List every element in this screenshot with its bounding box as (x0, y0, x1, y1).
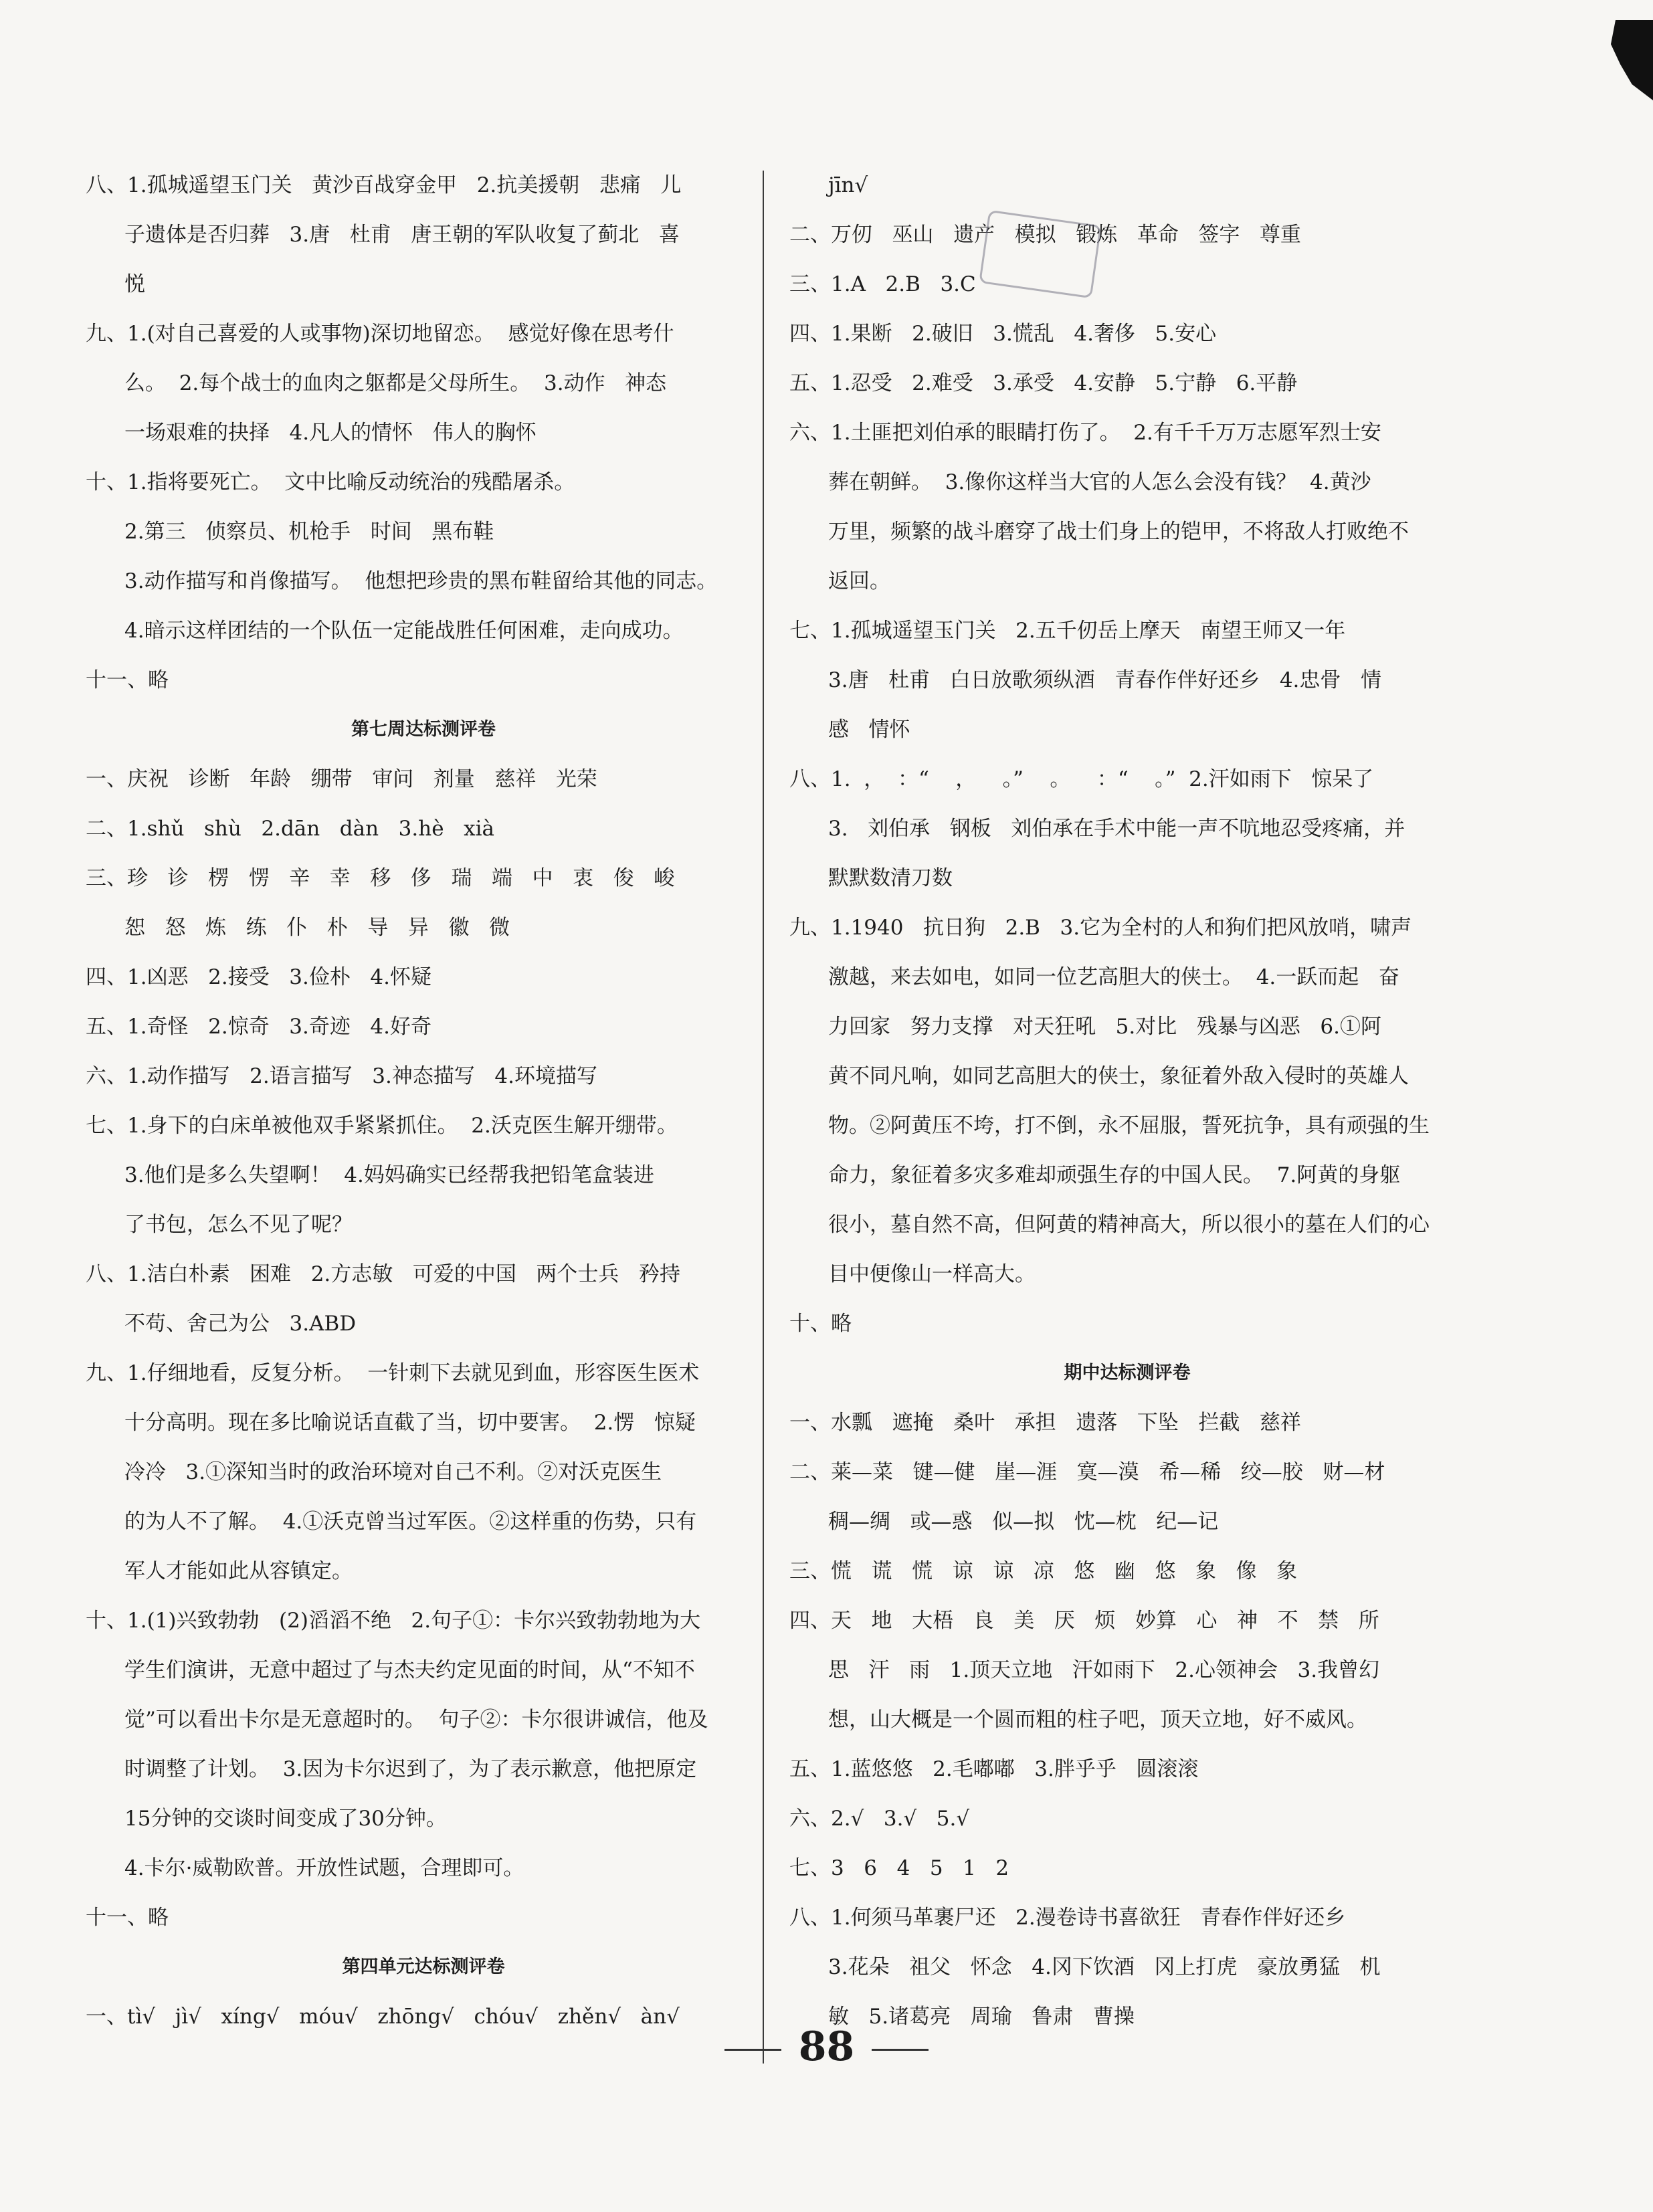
answer-line: 返回。 (828, 569, 890, 593)
answer-line: 十一、略 (86, 1906, 169, 1930)
page-footer (0, 2020, 1653, 2074)
answer-line: 感 情怀 (828, 718, 910, 742)
answer-line: 思 汗 雨 1.顶天立地 汗如雨下 2.心领神会 3.我曾幻 (828, 1658, 1380, 1682)
answer-line: 七、3 6 4 5 1 2 (789, 1856, 1009, 1880)
answer-line: 八、1. ， ：“ ， 。” 。 ：“ 。” 2.汗如雨下 惊呆了 (789, 767, 1374, 791)
answer-line: 九、1.(对自己喜爱的人或事物)深切地留恋。 感觉好像在思考什 (86, 322, 674, 346)
answer-line: 默默数清刀数 (828, 866, 953, 890)
answer-line: 物。②阿黄压不垮，打不倒，永不屈服，誓死抗争，具有顽强的生 (828, 1114, 1430, 1138)
answer-line: 么。 2.每个战士的血肉之躯都是父母所生。 3.动作 神态 (124, 371, 667, 395)
answer-line: 七、1.身下的白床单被他双手紧紧抓住。 2.沃克医生解开绷带。 (86, 1114, 678, 1138)
ink-stamp (979, 210, 1102, 299)
answer-line: 了书包，怎么不见了呢？ (124, 1213, 353, 1237)
answer-line: 黄不同凡响，如同艺高胆大的侠士，象征着外敌入侵时的英雄人 (828, 1064, 1409, 1088)
answer-line: 目中便像山一样高大。 (828, 1262, 1036, 1286)
answer-line: 五、1.蓝悠悠 2.毛嘟嘟 3.胖乎乎 圆滚滚 (789, 1757, 1199, 1781)
answer-line: 3.唐 杜甫 白日放歌须纵酒 青春作伴好还乡 4.忠骨 情 (828, 668, 1381, 692)
answer-line: 八、1.孤城遥望玉门关 黄沙百战穿金甲 2.抗美援朝 悲痛 儿 (86, 173, 682, 197)
answer-line: 十分高明。现在多比喻说话直截了当，切中要害。 2.愣 惊疑 (124, 1411, 696, 1435)
answer-line: 学生们演讲，无意中超过了与杰夫约定见面的时间，从“不知不 (124, 1658, 695, 1682)
section-title: 第七周达标测评卷 (351, 719, 496, 740)
answer-line: 4.卡尔·威勒欧普。开放性试题，合理即可。 (124, 1856, 524, 1880)
section-title: 第四单元达标测评卷 (342, 1956, 505, 1977)
right-column (789, 161, 1465, 2041)
column-divider (763, 171, 764, 2064)
answer-line: 十一、略 (86, 668, 169, 692)
answer-line: 很小，墓自然不高，但阿黄的精神高大，所以很小的墓在人们的心 (828, 1213, 1430, 1237)
answer-line: 激越，来去如电，如同一位艺高胆大的侠士。 4.一跃而起 奋 (828, 965, 1399, 989)
answer-line: 四、天 地 大梧 良 美 厌 烦 妙算 心 神 不 禁 所 (789, 1609, 1379, 1633)
answer-line: 觉”可以看出卡尔是无意超时的。 句子②：卡尔很讲诚信，他及 (124, 1708, 708, 1732)
answer-line: 一、庆祝 诊断 年龄 绷带 审问 剂量 慈祥 光荣 (86, 767, 597, 791)
answer-line: 一场艰难的抉择 4.凡人的情怀 伟人的胸怀 (124, 421, 537, 445)
answer-line: 稠—绸 或—惑 似—拟 忱—枕 纪—记 (828, 1510, 1219, 1534)
answer-line: 4.暗示这样团结的一个队伍一定能战胜任何困难，走向成功。 (124, 619, 684, 643)
answer-line: 一、tì√ jì√ xíng√ móu√ zhōng√ chóu√ zhěn√ àn√ (86, 2005, 680, 2029)
answer-line: 悦 (124, 272, 145, 296)
page-number: 88 (798, 2023, 855, 2070)
answer-line: 子遗体是否归葬 3.唐 杜甫 唐王朝的军队收复了蓟北 喜 (124, 223, 680, 247)
answer-line: 五、1.奇怪 2.惊奇 3.奇迹 4.好奇 (86, 1015, 431, 1039)
answer-line: 二、1.shǔ shù 2.dān dàn 3.hè xià (86, 817, 494, 841)
answer-line: 九、1.仔细地看，反复分析。 一针刺下去就见到血，形容医生医术 (86, 1361, 700, 1385)
answer-line: 3.花朵 祖父 怀念 4.冈下饮酒 冈上打虎 豪放勇猛 机 (828, 1955, 1381, 1979)
answer-line: 二、莱—菜 键—健 崖—涯 寞—漠 希—稀 绞—胶 财—材 (789, 1460, 1385, 1484)
left-column (86, 161, 761, 2041)
footer-dash-left (724, 2049, 781, 2051)
answer-line: 六、1.动作描写 2.语言描写 3.神态描写 4.环境描写 (86, 1064, 597, 1088)
answer-line: 3.动作描写和肖像描写。 他想把珍贵的黑布鞋留给其他的同志。 (124, 569, 718, 593)
answer-line: 军人才能如此从容镇定。 (124, 1559, 353, 1583)
answer-line: jīn√ (828, 173, 868, 197)
answer-line: 3.他们是多么失望啊！ 4.妈妈确实已经帮我把铅笔盒装进 (124, 1163, 654, 1187)
answer-line: 不苟、舍己为公 3.ABD (124, 1312, 357, 1336)
answer-line: 三、珍 诊 楞 愣 辛 幸 移 侈 瑞 端 中 衷 俊 峻 (86, 866, 675, 890)
answer-line: 二、万仞 巫山 遗产 模拟 锻炼 革命 签字 尊重 (789, 223, 1301, 247)
answer-line: 万里，频繁的战斗磨穿了战士们身上的铠甲，不将敌人打败绝不 (828, 520, 1409, 544)
answer-line: 命力，象征着多灾多难却顽强生存的中国人民。 7.阿黄的身躯 (828, 1163, 1401, 1187)
answer-line: 三、1.A 2.B 3.C (789, 272, 976, 296)
answer-line: 八、1.洁白朴素 困难 2.方志敏 可爱的中国 两个士兵 矜持 (86, 1262, 680, 1286)
answer-line: 一、水瓢 遮掩 桑叶 承担 遗落 下坠 拦截 慈祥 (789, 1411, 1301, 1435)
footer-dash-right (872, 2049, 929, 2051)
answer-line: 十、略 (789, 1312, 852, 1336)
answer-line: 葬在朝鲜。 3.像你这样当大官的人怎么会没有钱？ 4.黄沙 (828, 470, 1371, 494)
answer-line: 2.第三 侦察员、机枪手 时间 黑布鞋 (124, 520, 494, 544)
answer-line: 时调整了计划。 3.因为卡尔迟到了，为了表示歉意，他把原定 (124, 1757, 697, 1781)
answer-line: 四、1.果断 2.破旧 3.慌乱 4.奢侈 5.安心 (789, 322, 1217, 346)
answer-line: 想，山大概是一个圆而粗的柱子吧，顶天立地，好不威风。 (828, 1708, 1367, 1732)
answer-line: 十、1.指将要死亡。 文中比喻反动统治的残酷屠杀。 (86, 470, 575, 494)
scan-corner-mark (1606, 20, 1653, 100)
answer-line: 十、1.(1)兴致勃勃 (2)滔滔不绝 2.句子①：卡尔兴致勃勃地为大 (86, 1609, 701, 1633)
answer-line: 恕 怒 炼 练 仆 朴 导 异 徽 微 (124, 916, 510, 940)
answer-line: 九、1.1940 抗日狗 2.B 3.它为全村的人和狗们把风放哨，啸声 (789, 916, 1412, 940)
answer-line: 六、1.土匪把刘伯承的眼睛打伤了。 2.有千千万万志愿军烈士安 (789, 421, 1381, 445)
answer-line: 敏 5.诸葛亮 周瑜 鲁肃 曹操 (828, 2005, 1135, 2029)
section-title: 期中达标测评卷 (1064, 1363, 1191, 1383)
answer-line: 三、慌 谎 慌 谅 谅 凉 悠 幽 悠 象 像 象 (789, 1559, 1298, 1583)
answer-line: 八、1.何须马革裹尸还 2.漫卷诗书喜欲狂 青春作伴好还乡 (789, 1906, 1346, 1930)
answer-line: 力回家 努力支撑 对天狂吼 5.对比 残暴与凶恶 6.①阿 (828, 1015, 1381, 1039)
answer-line: 四、1.凶恶 2.接受 3.俭朴 4.怀疑 (86, 965, 431, 989)
answer-line: 3. 刘伯承 钢板 刘伯承在手术中能一声不吭地忍受疼痛，并 (828, 817, 1405, 841)
answer-line: 的为人不了解。 4.①沃克曾当过军医。②这样重的伤势，只有 (124, 1510, 697, 1534)
answer-line: 五、1.忍受 2.难受 3.承受 4.安静 5.宁静 6.平静 (789, 371, 1298, 395)
answer-line: 六、2.√ 3.√ 5.√ (789, 1807, 970, 1831)
answer-line: 七、1.孤城遥望玉门关 2.五千仞岳上摩天 南望王师又一年 (789, 619, 1346, 643)
answer-line: 冷冷 3.①深知当时的政治环境对自己不利。②对沃克医生 (124, 1460, 662, 1484)
answer-line: 15分钟的交谈时间变成了30分钟。 (124, 1807, 447, 1831)
